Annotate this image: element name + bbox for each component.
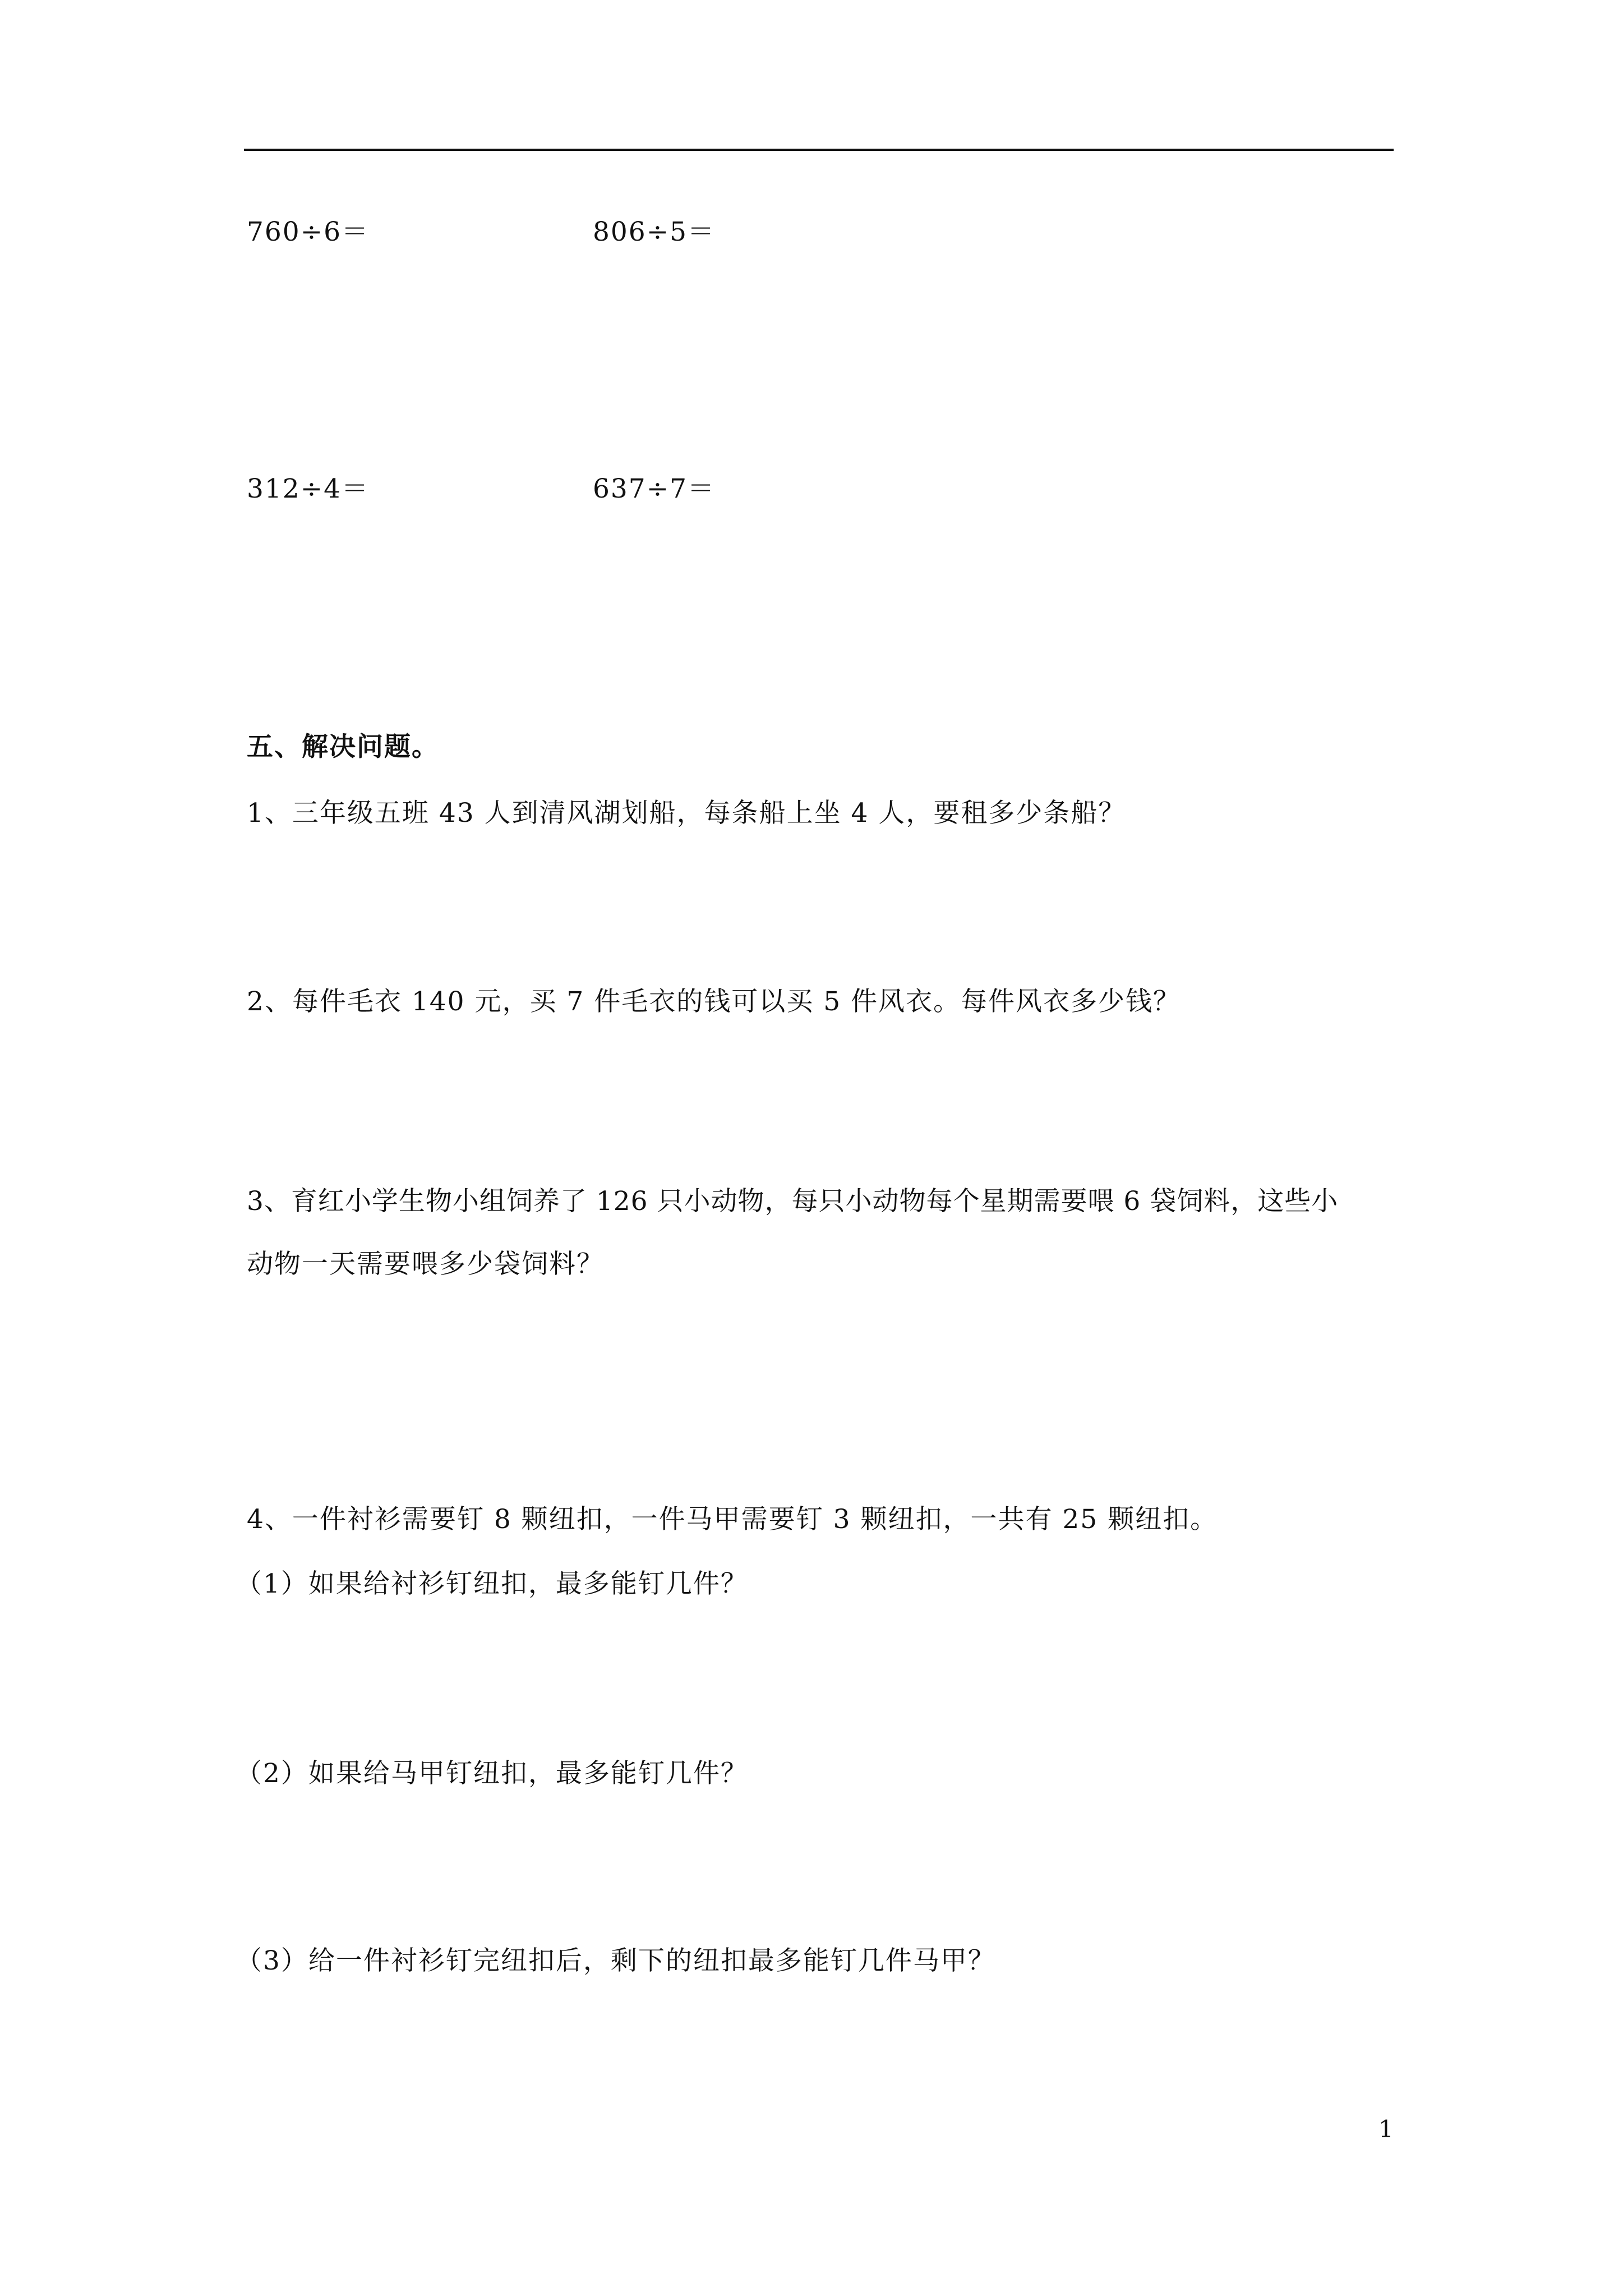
question-4-part-2: （2）如果给马甲钉纽扣，最多能钉几件？ [236,1758,748,1789]
page-number: 1 [1378,2115,1394,2143]
question-4-intro: 4、一件衬衫需要钉 8 颗纽扣，一件马甲需要钉 3 颗纽扣，一共有 25 颗纽扣。 [247,1504,1218,1535]
question-1: 1、三年级五班 43 人到清风湖划船，每条船上坐 4 人，要租多少条船？ [247,798,1126,829]
calc-760-div-6: 760÷6＝ [247,217,369,247]
question-4-part-1: （1）如果给衬衫钉纽扣，最多能钉几件？ [236,1568,748,1599]
section-heading: 五、解决问题。 [247,731,439,762]
question-4-part-3: （3）给一件衬衫钉完纽扣后，剩下的纽扣最多能钉几件马甲？ [236,1945,995,1976]
question-3-line-2: 动物一天需要喂多少袋饲料？ [247,1249,604,1280]
calc-806-div-5: 806÷5＝ [593,217,715,247]
question-3-line-1: 3、育红小学生物小组饲养了 126 只小动物，每只小动物每个星期需要喂 6 袋饲料，这些小 [247,1186,1339,1217]
calc-637-div-7: 637÷7＝ [593,473,715,504]
question-2: 2、每件毛衣 140 元，买 7 件毛衣的钱可以买 5 件风衣。每件风衣多少钱？ [247,986,1181,1017]
calc-312-div-4: 312÷4＝ [247,473,369,504]
header-rule [244,149,1394,151]
